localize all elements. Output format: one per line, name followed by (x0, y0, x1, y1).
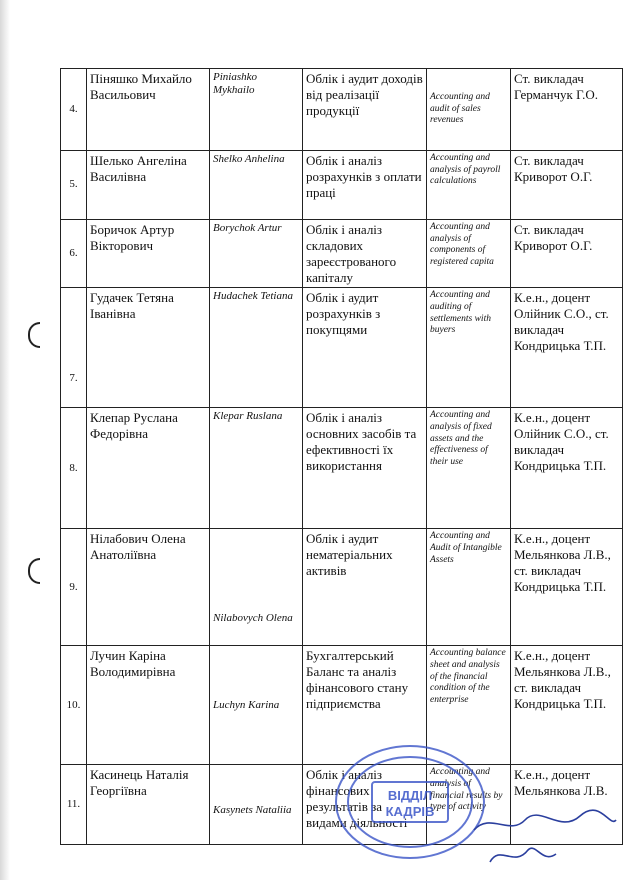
student-name-latin: Hudachek Tetiana (210, 288, 303, 408)
thesis-topic: Облік і аудит доходів від реалізації продукції (303, 69, 427, 151)
thesis-topic-english: Accounting and analysis of financial results by type of activity (427, 765, 511, 845)
student-name: Лучин Каріна Володимирівна (87, 646, 210, 765)
supervisor: Ст. викладач Германчук Г.О. (511, 69, 623, 151)
supervisor: К.е.н., доцент Олійник С.О., ст. викладач Кондрицька Т.П. (511, 288, 623, 408)
thesis-topic: Облік і аналіз фінансових результатів за видами діяльності (303, 765, 427, 845)
thesis-topic-english: Accounting and Audit of Intangible Assets (427, 529, 511, 646)
svg-text:КАДРІВ: КАДРІВ (385, 804, 435, 819)
supervisor: К.е.н., доцент Мельянкова Л.В., ст. викладач Кондрицька Т.П. (511, 646, 623, 765)
table-row (61, 646, 623, 765)
student-name-latin: Kasynets Nataliia (210, 765, 303, 845)
row-number: 8. (61, 408, 87, 529)
student-name: Гудачек Тетяна Іванівна (87, 288, 210, 408)
punch-hole (28, 558, 40, 584)
thesis-topic-english: Accounting and analysis of components of registered capita (427, 220, 511, 288)
student-name: Піняшко Михайло Васильович (87, 69, 210, 151)
thesis-topic: Облік і аналіз основних засобів та ефективності їх використання (303, 408, 427, 529)
thesis-topic-english: Accounting and analysis of fixed assets and the effectiveness of their use (427, 408, 511, 529)
supervisor: К.е.н., доцент Мельянкова Л.В., ст. викладач Кондрицька Т.П. (511, 529, 623, 646)
table-row (61, 765, 623, 845)
row-number: 11. (61, 765, 87, 845)
thesis-topic: Облік і аудит нематеріальних активів (303, 529, 427, 646)
page-edge (0, 0, 10, 880)
student-name: Касинець Наталія Георгіївна (87, 765, 210, 845)
svg-text:ВІДДІЛ: ВІДДІЛ (387, 788, 433, 803)
student-name-latin: Shelko Anhelina (210, 151, 303, 220)
supervisor: Ст. викладач Криворот О.Г. (511, 220, 623, 288)
thesis-topic: Облік і аналіз складових зареєстрованого капіталу (303, 220, 427, 288)
table-row (61, 529, 623, 646)
row-number: 4. (61, 69, 87, 151)
student-name-latin: Piniashko Mykhailo (210, 69, 303, 151)
student-name-latin: Borychok Artur (210, 220, 303, 288)
thesis-topic-english: Accounting and auditing of settlements with buyers (427, 288, 511, 408)
row-number: 6. (61, 220, 87, 288)
supervisor: К.е.н., доцент Олійник С.О., ст. викладач Кондрицька Т.П. (511, 408, 623, 529)
punch-hole (28, 322, 40, 348)
thesis-topic-english: Accounting balance sheet and analysis of the financial condition of the enterprise (427, 646, 511, 765)
table-row (61, 408, 623, 529)
thesis-topic: Облік і аудит розрахунків з покупцями (303, 288, 427, 408)
student-name: Клепар Руслана Федорівна (87, 408, 210, 529)
row-number: 7. (61, 288, 87, 408)
student-name: Шелько Ангеліна Василівна (87, 151, 210, 220)
supervisor: К.е.н., доцент Мельянкова Л.В. (511, 765, 623, 845)
student-name-latin: Klepar Ruslana (210, 408, 303, 529)
student-name: Боричок Артур Вікторович (87, 220, 210, 288)
thesis-topic-english: Accounting and audit of sales revenues (427, 69, 511, 151)
student-name: Нілабович Олена Анатоліївна (87, 529, 210, 646)
row-number: 5. (61, 151, 87, 220)
table-row (61, 288, 623, 408)
table-row (61, 69, 623, 151)
student-name-latin: Luchyn Karina (210, 646, 303, 765)
thesis-topic: Облік і аналіз розрахунків з оплати праці (303, 151, 427, 220)
row-number: 9. (61, 529, 87, 646)
student-name-latin: Nilabovych Olena (210, 529, 303, 646)
supervisor: Ст. викладач Криворот О.Г. (511, 151, 623, 220)
thesis-topic: Бухгалтерський Баланс та аналіз фінансового стану підприємства (303, 646, 427, 765)
thesis-topic-english: Accounting and analysis of payroll calculations (427, 151, 511, 220)
table-row (61, 220, 623, 288)
table-row (61, 151, 623, 220)
row-number: 10. (61, 646, 87, 765)
thesis-topics-table (60, 68, 623, 845)
